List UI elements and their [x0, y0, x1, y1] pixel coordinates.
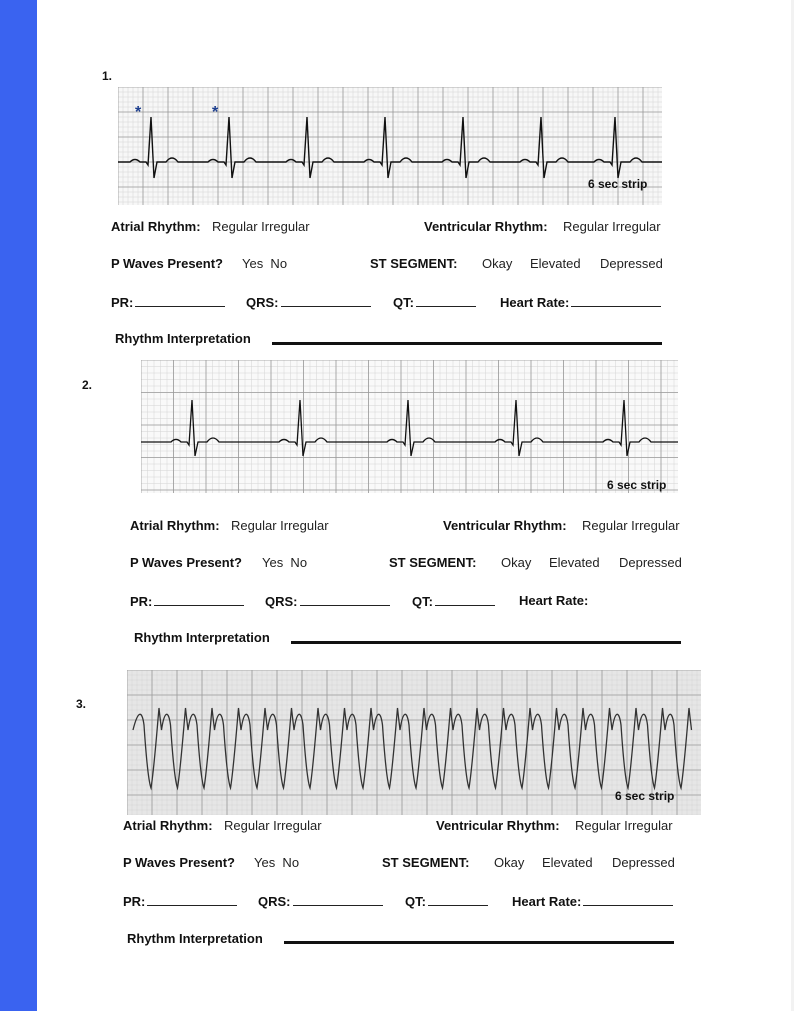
qt-blank-1[interactable] [416, 294, 476, 307]
heart-rate-label-2: Heart Rate: [519, 593, 589, 608]
ecg-strip-1 [118, 87, 662, 205]
ventricular-rhythm-label-3: Ventricular Rhythm: [436, 818, 560, 833]
pr-label-3: PR: [123, 894, 146, 909]
st-depressed-option-2[interactable]: Depressed [619, 555, 682, 570]
st-segment-label-2: ST SEGMENT: [389, 555, 477, 570]
rhythm-interpretation-label-1: Rhythm Interpretation [115, 331, 251, 346]
rhythm-interpretation-label-3: Rhythm Interpretation [127, 931, 263, 946]
ecg-strip-1-graphic [118, 87, 662, 205]
heart-rate-blank-3[interactable] [583, 893, 673, 906]
strip-2-duration-label: 6 sec strip [607, 478, 667, 492]
strip-3-duration-label: 6 sec strip [615, 789, 675, 803]
st-segment-label-3: ST SEGMENT: [382, 855, 470, 870]
question-number-1: 1. [102, 69, 113, 83]
st-depressed-option-3[interactable]: Depressed [612, 855, 675, 870]
qt-blank-3[interactable] [428, 893, 488, 906]
heart-rate-field-2[interactable] [519, 593, 588, 608]
atrial-rhythm-options-3[interactable]: Regular Irregular [224, 818, 322, 833]
heart-rate-field-1[interactable] [500, 294, 661, 310]
p-waves-options-3[interactable]: Yes No [254, 855, 300, 870]
atrial-rhythm-label-3: Atrial Rhythm: [123, 818, 213, 833]
rhythm-interpretation-label-2: Rhythm Interpretation [134, 630, 270, 645]
heart-rate-label-3: Heart Rate: [512, 894, 582, 909]
qrs-label-3: QRS: [258, 894, 291, 909]
question-number-3: 3. [76, 697, 87, 711]
qt-label-2: QT: [412, 594, 433, 609]
heart-rate-label-1: Heart Rate: [500, 295, 570, 310]
atrial-rhythm-options-2[interactable]: Regular Irregular [231, 518, 329, 533]
st-elevated-option-2[interactable]: Elevated [549, 555, 600, 570]
p-waves-label-3: P Waves Present? [123, 855, 235, 870]
pr-blank-2[interactable] [154, 593, 244, 606]
ecg-strip-2-graphic [141, 360, 678, 493]
pr-field-3[interactable] [123, 893, 237, 909]
qrs-blank-1[interactable] [281, 294, 371, 307]
st-okay-option-3[interactable]: Okay [494, 855, 525, 870]
strip-1-marker-b: * [212, 104, 219, 121]
st-okay-option-2[interactable]: Okay [501, 555, 532, 570]
p-waves-options-1[interactable]: Yes No [242, 256, 288, 271]
pr-blank-3[interactable] [147, 893, 237, 906]
p-waves-label-1: P Waves Present? [111, 256, 223, 271]
heart-rate-field-3[interactable] [512, 893, 673, 909]
qrs-label-1: QRS: [246, 295, 279, 310]
pr-field-2[interactable] [130, 593, 244, 609]
left-accent-bar [0, 0, 37, 1011]
rhythm-interpretation-line-2[interactable] [291, 641, 681, 644]
qrs-label-2: QRS: [265, 594, 298, 609]
st-segment-label-1: ST SEGMENT: [370, 256, 458, 271]
pr-field-1[interactable] [111, 294, 225, 310]
ventricular-rhythm-options-3[interactable]: Regular Irregular [575, 818, 673, 833]
ventricular-rhythm-options-1[interactable]: Regular Irregular [563, 219, 661, 234]
st-elevated-option-1[interactable]: Elevated [530, 256, 581, 271]
qt-label-1: QT: [393, 295, 414, 310]
strip-1-duration-label: 6 sec strip [588, 177, 648, 191]
ventricular-rhythm-options-2[interactable]: Regular Irregular [582, 518, 680, 533]
ecg-strip-2 [141, 360, 678, 493]
qt-label-3: QT: [405, 894, 426, 909]
qrs-blank-2[interactable] [300, 593, 390, 606]
atrial-rhythm-label-1: Atrial Rhythm: [111, 219, 201, 234]
atrial-rhythm-options-1[interactable]: Regular Irregular [212, 219, 310, 234]
ventricular-rhythm-label-1: Ventricular Rhythm: [424, 219, 548, 234]
atrial-rhythm-label-2: Atrial Rhythm: [130, 518, 220, 533]
qt-blank-2[interactable] [435, 593, 495, 606]
rhythm-interpretation-line-3[interactable] [284, 941, 674, 944]
qt-field-2[interactable] [412, 593, 495, 609]
heart-rate-blank-1[interactable] [571, 294, 661, 307]
question-number-2: 2. [82, 378, 93, 392]
pr-label-1: PR: [111, 295, 134, 310]
p-waves-label-2: P Waves Present? [130, 555, 242, 570]
qt-field-3[interactable] [405, 893, 488, 909]
rhythm-interpretation-line-1[interactable] [272, 342, 662, 345]
strip-1-marker-a: * [135, 104, 142, 121]
qrs-field-1[interactable] [246, 294, 371, 310]
p-waves-options-2[interactable]: Yes No [262, 555, 308, 570]
pr-label-2: PR: [130, 594, 153, 609]
qrs-field-3[interactable] [258, 893, 383, 909]
qt-field-1[interactable] [393, 294, 476, 310]
ventricular-rhythm-label-2: Ventricular Rhythm: [443, 518, 567, 533]
qrs-field-2[interactable] [265, 593, 390, 609]
st-elevated-option-3[interactable]: Elevated [542, 855, 593, 870]
qrs-blank-3[interactable] [293, 893, 383, 906]
pr-blank-1[interactable] [135, 294, 225, 307]
st-okay-option-1[interactable]: Okay [482, 256, 513, 271]
st-depressed-option-1[interactable]: Depressed [600, 256, 663, 271]
